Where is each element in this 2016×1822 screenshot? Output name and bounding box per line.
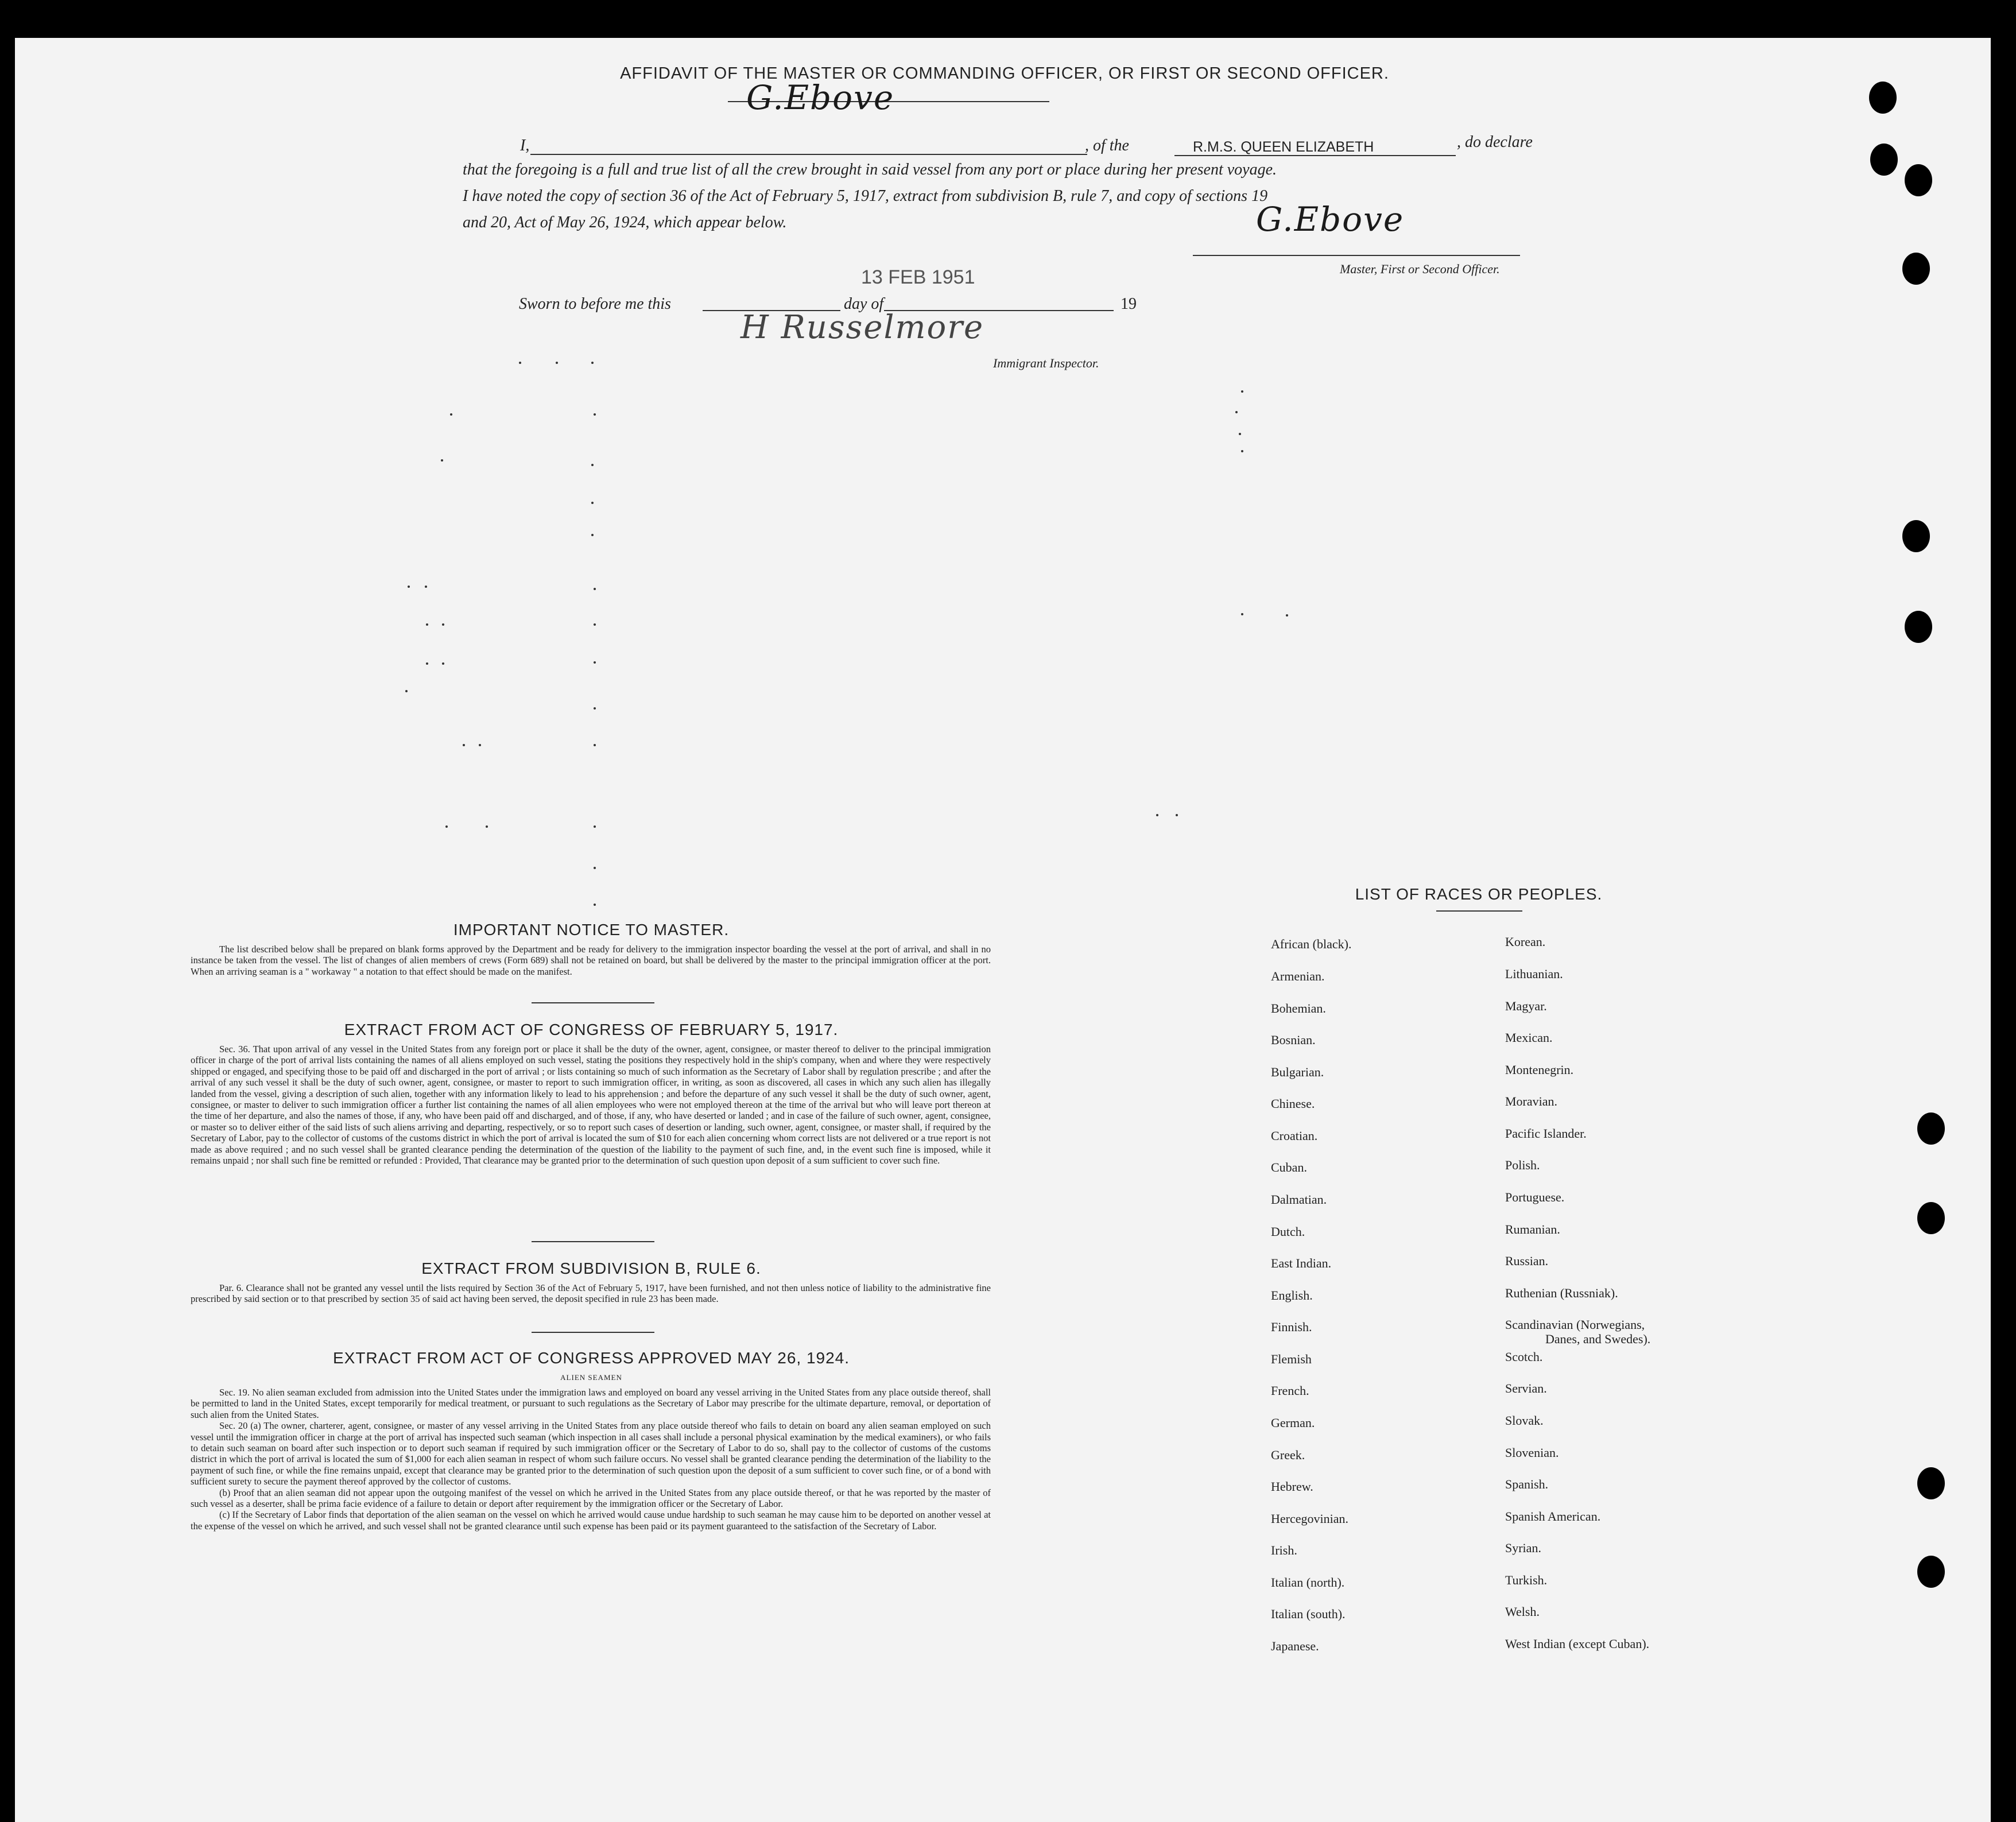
race-item: East Indian. bbox=[1271, 1256, 1332, 1270]
declarant-prefix: I, bbox=[520, 137, 530, 154]
race-item: Cuban. bbox=[1271, 1160, 1307, 1174]
race-item: Portuguese. bbox=[1505, 1190, 1565, 1204]
race-item: Servian. bbox=[1505, 1381, 1547, 1395]
race-item: Japanese. bbox=[1271, 1639, 1319, 1653]
race-item: Slovak. bbox=[1505, 1413, 1544, 1428]
race-item: Rumanian. bbox=[1505, 1222, 1560, 1236]
race-item: Scandinavian (Norwegians, bbox=[1505, 1317, 1645, 1332]
race-item: Bulgarian. bbox=[1271, 1065, 1324, 1079]
race-item: Turkish. bbox=[1505, 1573, 1548, 1587]
race-item: West Indian (except Cuban). bbox=[1505, 1637, 1650, 1651]
signature-inspector: H Russelmore bbox=[741, 309, 984, 346]
punch-hole bbox=[1917, 1556, 1945, 1588]
punch-hole bbox=[1902, 253, 1930, 285]
race-item: African (black). bbox=[1271, 937, 1352, 951]
extract-1924-body bbox=[191, 1387, 991, 1532]
signature-top: G.Ebove bbox=[746, 78, 895, 117]
declarant-line bbox=[530, 154, 1087, 155]
inspector-caption: Immigrant Inspector. bbox=[993, 356, 1099, 370]
extract-1917-title: EXTRACT FROM ACT OF CONGRESS OF FEBRUARY 5, 1917. bbox=[344, 1021, 839, 1038]
punch-hole bbox=[1917, 1467, 1945, 1499]
sec-19: Sec. 19. No alien seaman excluded from admission into the United States under the immigration laws and employed on board any vessel arriving in the United States from any place outside thereof, shall be permitted to land in the United States, except temporarily for medical treatment, or pursuant to such regulations as the Secretary of Labor may prescribe for the ultimate departure, removal, or deportation of such alien from the United States. bbox=[191, 1387, 991, 1420]
date-stamp: 13 FEB 1951 bbox=[861, 266, 975, 288]
punch-hole bbox=[1870, 144, 1898, 176]
race-item: Italian (north). bbox=[1271, 1575, 1345, 1590]
race-item: Finnish. bbox=[1271, 1320, 1312, 1334]
sec-20a: Sec. 20 (a) The owner, charterer, agent, consignee, or master of any vessel arriving in the United States from any place outside thereof who fails to detain on board any alien seaman employed on such vessel until the immigration officer in charge at the port of arrival has inspected such seaman (which inspection in all cases shall include a personal physical examination by the medical examiners), or who fails to detain such seaman on board after such inspection or to deport such seaman if required by such immigration officer or the Secretary of Labor to do so, shall pay to the collector of customs of the customs district in which the port of arrival is located the sum of $1,000 for each alien seaman in respect of whom such failure occurs. No vessel shall be granted clearance pending the determination of the liability to the payment of such fine, or while the fine remains unpaid, except that clearance may be granted prior to the determination of such question upon the deposit of a sum sufficient to cover such fine, or of a bond with sufficient surety to secure the payment thereof approved by the collector of customs. bbox=[191, 1420, 991, 1487]
punch-hole bbox=[1905, 611, 1932, 643]
notice-body: The list described below shall be prepared on blank forms approved by the Department and be ready for delivery to the immigration inspector boarding the vessel at the port of arrival, and shall in no instance be taken from the vessel. The list of changes of alien members of crews (Form 689) shall not be retained on board, but shall be delivered by the master to the principal immigration officer at the port. When an arriving seaman is a " workaway " a notation to that effect should be made on the manifest. bbox=[191, 944, 991, 977]
race-item: Hercegovinian. bbox=[1271, 1511, 1348, 1526]
extract-1917-body: Sec. 36. That upon arrival of any vessel in the United States from any foreign port or place it shall be the duty of the owner, agent, consignee, or master thereof to deliver to the principal immigration officer in charge of the port of arrival lists containing the names of all aliens employed on such vessel, stating the positions they respectively hold in the ship's company, when and where they were respectively shipped or engaged, and specifying those to be paid off and discharged in the port of arrival ; or lists containing so much of such information as the Secretary of Labor shall by regulation prescribe ; and after the arrival of any such vessel it shall be the duty of such owner, agent, consignee, or master to report to such immigration officer, in writing, as soon as discovered, all cases in which any such alien has illegally landed from the vessel, giving a description of such alien, together with any information likely to lead to his apprehension ; and before the departure of any such vessel it shall be the duty of such owner, agent, consignee, or master to deliver to such immigration officer a further list containing the names of all alien employees who were not employed thereon at the time of the arrival but who will leave port thereon at the time of her departure, and also the names of those, if any, who have been paid off and discharged, and of those, if any, who have deserted or landed ; and in case of the failure of such owner, agent, consignee, or master so to deliver either of the said lists of such aliens arriving and departing, respectively, or so to report such cases of desertion or landing, such owner, agent, consignee, or master shall, if required by the Secretary of Labor, pay to the collector of customs of the customs district in which the port of arrival is located the sum of $10 for each alien concerning whom correct lists are not delivered or a true report is not made as above required ; and no such vessel shall be granted clearance pending the determination of the question of the liability to the payment of such fine, and, in the event such fine is imposed, while it remains unpaid ; nor shall such fine be remitted or refunded : Provided, That clearance may be granted prior to the determination of such question upon deposit of a sum sufficient to cover such fine. bbox=[191, 1044, 991, 1166]
race-item: Syrian. bbox=[1505, 1541, 1541, 1555]
race-item: Polish. bbox=[1505, 1158, 1540, 1172]
master-signature-line bbox=[1193, 255, 1520, 256]
race-item: Ruthenian (Russniak). bbox=[1505, 1286, 1618, 1300]
race-item: Croatian. bbox=[1271, 1129, 1318, 1143]
races-title: LIST OF RACES OR PEOPLES. bbox=[1355, 885, 1603, 903]
race-item: Chinese. bbox=[1271, 1096, 1315, 1111]
signature-master: G.Ebove bbox=[1256, 200, 1405, 239]
divider bbox=[1436, 910, 1522, 912]
notice-title: IMPORTANT NOTICE TO MASTER. bbox=[453, 921, 730, 939]
race-item: Russian. bbox=[1505, 1254, 1549, 1268]
race-item: Mexican. bbox=[1505, 1030, 1553, 1045]
affidavit-line-3: I have noted the copy of section 36 of the Act of February 5, 1917, extract from subdivision B, rule 7, and copy of sections 19 bbox=[463, 187, 1268, 205]
punch-hole bbox=[1917, 1202, 1945, 1234]
race-item: Armenian. bbox=[1271, 969, 1325, 983]
race-item: German. bbox=[1271, 1416, 1315, 1430]
punch-hole bbox=[1905, 164, 1932, 196]
race-item: Spanish. bbox=[1505, 1477, 1549, 1491]
race-item: Dutch. bbox=[1271, 1224, 1305, 1239]
year-label: 19 bbox=[1121, 295, 1137, 313]
race-item: Pacific Islander. bbox=[1505, 1126, 1587, 1141]
sec-20b: (b) Proof that an alien seaman did not appear upon the outgoing manifest of the vessel on which he arrived in the United States from any place outside thereof, or that he was reported by the master of such vessel as a deserter, shall be prima facie evidence of a failure to detain or deport after requirement by the immigration officer or the Secretary of Labor. bbox=[191, 1487, 991, 1510]
race-item-continued: Danes, and Swedes). bbox=[1545, 1332, 1651, 1346]
divider bbox=[532, 1241, 654, 1242]
race-item: Irish. bbox=[1271, 1543, 1297, 1557]
sec-20c: (c) If the Secretary of Labor finds that deportation of the alien seaman on the vessel on which he arrived would cause undue hardship to such seaman he may cause him to be deported on another vessel at the expense of the vessel on which he arrived, and such vessel shall not be granted clearance until such expense has been paid or its payment guaranteed to the satisfaction of the Secretary of Labor. bbox=[191, 1509, 991, 1532]
race-item: Spanish American. bbox=[1505, 1509, 1601, 1523]
rule-6-body: Par. 6. Clearance shall not be granted any vessel until the lists required by Section 36 of the Act of February 5, 1917, have been furnished, and not then unless notice of liability to the administrative fine prescribed by said section or to that prescribed by section 35 of said act having been served, the deposit specified in rule 23 has been made. bbox=[191, 1282, 991, 1305]
race-item: Magyar. bbox=[1505, 999, 1547, 1013]
master-caption: Master, First or Second Officer. bbox=[1340, 262, 1500, 276]
alien-seamen-subtitle: ALIEN SEAMEN bbox=[560, 1373, 622, 1382]
sworn-label: Sworn to before me this bbox=[519, 295, 671, 313]
vessel-name: R.M.S. QUEEN ELIZABETH bbox=[1193, 139, 1374, 155]
punch-hole bbox=[1902, 520, 1930, 552]
race-item: Bosnian. bbox=[1271, 1033, 1316, 1047]
extract-1924-title: EXTRACT FROM ACT OF CONGRESS APPROVED MAY 26, 1924. bbox=[332, 1349, 850, 1367]
vessel-line bbox=[1174, 155, 1456, 156]
punch-hole bbox=[1869, 82, 1897, 114]
divider bbox=[532, 1332, 654, 1333]
race-item: Montenegrin. bbox=[1505, 1063, 1574, 1077]
day-of-label: day of bbox=[844, 295, 884, 313]
race-item: Flemish bbox=[1271, 1352, 1312, 1366]
race-item: English. bbox=[1271, 1288, 1313, 1302]
divider bbox=[532, 1002, 654, 1003]
affidavit-title: AFFIDAVIT OF THE MASTER OR COMMANDING OFFICER, OR FIRST OR SECOND OFFICER. bbox=[620, 64, 1389, 83]
affidavit-line-2: that the foregoing is a full and true list of all the crew brought in said vessel from any port or place during her present voyage. bbox=[463, 161, 1277, 179]
do-declare-label: , do declare bbox=[1457, 133, 1533, 151]
race-item: Korean. bbox=[1505, 935, 1546, 949]
rule-6-title: EXTRACT FROM SUBDIVISION B, RULE 6. bbox=[421, 1259, 761, 1277]
race-item: Lithuanian. bbox=[1505, 967, 1563, 981]
of-the-label: , of the bbox=[1085, 137, 1129, 154]
race-item: Dalmatian. bbox=[1271, 1192, 1327, 1207]
race-item: Slovenian. bbox=[1505, 1445, 1559, 1460]
affidavit-line-4: and 20, Act of May 26, 1924, which appear below. bbox=[463, 214, 787, 231]
race-item: French. bbox=[1271, 1383, 1309, 1398]
race-item: Scotch. bbox=[1505, 1350, 1543, 1364]
race-item: Hebrew. bbox=[1271, 1479, 1313, 1494]
punch-hole bbox=[1917, 1112, 1945, 1145]
race-item: Bohemian. bbox=[1271, 1001, 1326, 1015]
race-item: Welsh. bbox=[1505, 1604, 1540, 1619]
race-item: Italian (south). bbox=[1271, 1607, 1346, 1621]
race-item: Moravian. bbox=[1505, 1094, 1558, 1108]
race-item: Greek. bbox=[1271, 1448, 1305, 1462]
